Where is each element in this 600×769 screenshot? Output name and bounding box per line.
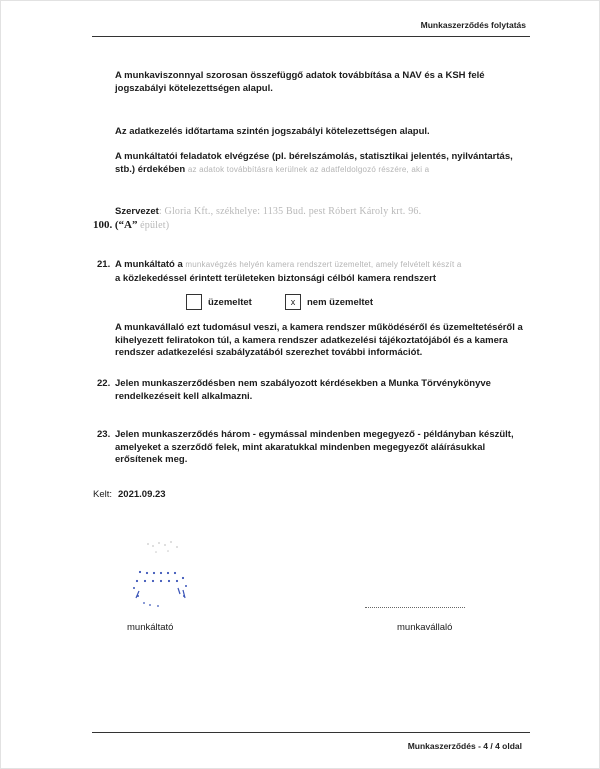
paragraph-duration: Az adatkezelés időtartama szintén jogszabályi kötelezettségen alapul. <box>115 126 430 137</box>
employer-signature-label: munkáltató <box>127 622 174 633</box>
item-21-faded-text: munkavégzés helyén kamera rendszert üzemeltet, amely felvételt készít a <box>185 260 462 269</box>
footer-rule <box>92 732 530 733</box>
date-line <box>93 489 166 500</box>
item-22-number: 22. <box>97 378 111 389</box>
employer-tasks-faded-text: az adatok továbbításra kerülnek az adatfeldolgozó részére, aki a <box>187 164 430 174</box>
employee-signature-line <box>365 607 465 608</box>
paragraph-nav-ksh: A munkaviszonnyal szorosan összefüggő adatok továbbítása a NAV és a KSH felé jogszabályi kötelezettségen alapul. <box>115 70 485 94</box>
processor-faded-text: : Gloria Kft., székhelye: 1135 Bud. pest Róbert Károly krt. 96. <box>158 206 422 217</box>
checkbox-operate-label: üzemeltet <box>208 296 252 308</box>
item-23-text: Jelen munkaszerződés három - egymással mindenben megegyező - példányban készült, amelyeket a szerződő felek, mint akaratukkal mindenben megegyezőt aláírásukkal erősítenek meg. <box>115 429 514 465</box>
employer-tasks-text: A munkáltatói feladatok elvégzése (pl. bérelszámolás, statisztikai jelentés, nyilvántartás, stb.) érdekében <box>115 151 513 175</box>
date-value: 2021.09.23 <box>118 489 166 500</box>
item-21-text: A munkáltató a <box>115 259 183 270</box>
item-21-number: 21. <box>97 259 111 270</box>
checkbox-operate[interactable] <box>186 294 202 310</box>
item-21-acknowledge: A munkavállaló ezt tudomásul veszi, a kamera rendszer működéséről és üzemeltetéséről a kihelyezett feliratokon túl, a kamera rendszer adatkezelési tájékoztatójából és a kamera rendszer adatkezelési szabályzatából szerezhet további információt. <box>115 322 523 358</box>
item-21 <box>97 259 525 272</box>
processor-tail-faded: épület) <box>140 220 170 231</box>
checkbox-not-operate-row[interactable] <box>285 292 373 312</box>
item-22 <box>97 378 525 403</box>
processor-label: Szervezet <box>115 206 159 217</box>
processor-number: 100. <box>93 219 113 231</box>
item-22-text: Jelen munkaszerződésben nem szabályozott kérdésekben a Munka Törvénykönyve rendelkezéseit kell alkalmazni. <box>115 378 491 402</box>
footer-page-info: Munkaszerződés - 4 / 4 oldal <box>407 741 522 751</box>
checkbox-not-operate[interactable]: x <box>285 294 301 310</box>
paragraph-employer-tasks <box>115 151 525 176</box>
employee-signature-label: munkavállaló <box>397 622 453 633</box>
item-21-line2: a közlekedéssel érintett területeken biztonsági célból kamera rendszert <box>115 273 437 284</box>
checkbox-operate-row[interactable] <box>186 292 252 312</box>
paragraph-processor <box>115 206 525 219</box>
item-23 <box>97 429 525 467</box>
header-rule <box>92 36 530 37</box>
processor-tail: (“A” <box>114 219 138 231</box>
item-23-number: 23. <box>97 429 111 440</box>
checkbox-not-operate-label: nem üzemeltet <box>307 296 373 308</box>
paragraph-processor-cont <box>93 219 523 233</box>
date-label: Kelt: <box>93 489 113 500</box>
employer-stamp <box>128 528 198 618</box>
header-title: Munkaszerződés folytatás <box>420 20 526 30</box>
